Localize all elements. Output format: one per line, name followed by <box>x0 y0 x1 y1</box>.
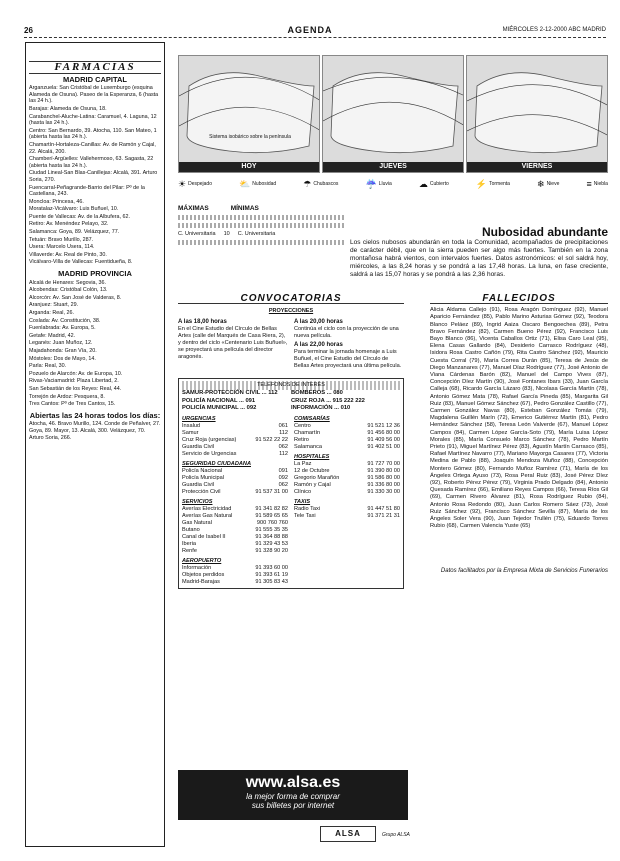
weather-maps <box>178 55 608 181</box>
fallecidos-text: Alicia Aldama Callejo (91), Rosa Aragón Domínguez (92), Manuel Aparicio Fernández (85), Pablo Marino Asturias Gómez (92), Teodora Blanco Peláez (89), Ingrid Aaiza Oscaro Bengoechea (89), Petra Bravo Fernández (82), Carmen Bueno Pérez (92), Francisco Luis Bayo Blanco (86), Vicenta Caballos Ortiz (71), Elisa Caro Leal (95), Elena Casas Gallardo (84), Desiderio Carrasco Rodríguez (48), Isidora Rosa Castro Cañón (79), Rita Castro Sánchez (92), Mauricio Cuesta Corral (79), María Correa Durán (85), Teresa de Jesús de Diego Manzanares (77), Manuel Díaz Rodríguez (77), José Antonio de Viana Cárdenas Barón (82), Manuel del Campo Vives (87), Concepción Díez Martín (90), José Fontanes Ibars (33), Juan García Calleja (68), Ricardo García Lázaro (83), Nicolasa García Martín (78), Antonio Gómez Mata (78), Rafael García Pineda (85), Margarita Gil Ruiz (83), Manuel Gómez Sánchez (67), Pedro González Castillo (77), Carmen González Navas (80), Esteban González Tomás (79), Magdalena Guillén Marín (72), Emerico Gutiérrez Martín (81), Pedro Hernández Sánchez (58), Teresa León Valverde (67), Manuel López Campos (84), Carmen López García-Soto (79), María Luisa López Morales (85), María Consuelo Marco Sánchez (78), Pedro Martín Prieto (91), Miguel Martínez Pérez (83), Agustín Martín Carrasco (85), Rafael Martínez Navarro (77), Mariano Mayorga Casares (77), Victoria Medina de Pablo (88), Joaquín Mendoza Muñoz (88), Concepción Montero Gómez (80), Fernando Muñoz Ramírez (71), María de los Ángeles Ortega Ayuso (73), Rosa Peral Ruiz (83), José Pérez Díez (92), Roberto Pérez Pérez (79), Virginia Prado Delgado (84), Antonio Quesada Ramírez (66), Emiliano Reyes Campos (66), Teresa Ríos Gil (69), Carmen Rivero Álvarez (81), Rosa Rodríguez Rubio (84), Antonio Rosa Redondo (80), Juan Carlos Romero Sáez (73), José Ruiz Sánchez (92), Francisco Sánchez Sevilla (87), María de los Ángeles Soler Vera (90), Juan Tejedor Trullén (75), Eduardo Torres Rubio (68), Carmen Valencia Yuste (65) <box>430 307 608 530</box>
phone-number[interactable]: 91 390 80 00 <box>367 467 400 474</box>
phone-line <box>294 437 400 444</box>
phone-line <box>182 437 288 444</box>
phone-label: Protección Civil <box>182 488 221 495</box>
abiertas-text: Atocha, 46. Bravo Murillo, 124. Conde de Peñalver, 27. Goya, 89. Mayor, 13. Alcalá, 300. Velázquez, 70. Arturo Soria, 266. <box>29 421 161 441</box>
alsa-logo: ALSA <box>320 826 376 842</box>
phone-label: 12 de Octubre <box>294 467 330 474</box>
map-jueves-graphic <box>323 56 464 164</box>
phone-line <box>294 468 400 475</box>
convocatorias-title: CONVOCATORIAS <box>178 295 404 304</box>
phone-category-title: TAXIS <box>294 498 311 505</box>
phone-number[interactable]: 91 364 88 88 <box>255 533 288 540</box>
farmacia-entry: Chamartín-Hortaleza-Canillas: Av. de Ramón y Cajal, 22. Alcalá, 200. <box>29 141 156 155</box>
phone-line <box>182 506 288 513</box>
phone-label: Salamanca <box>294 443 322 450</box>
legend-label: Despejado <box>188 181 212 187</box>
phone-label: Clínico <box>294 488 312 495</box>
farmacia-entry: Carabanchel-Aluche-Latina: Caramuel, 4. Laguna, 12 (hasta las 24 h.). <box>29 113 157 127</box>
phone-label: Policía Nacional <box>182 467 223 474</box>
farmacia-entry: Leganés: Juan Muñoz, 12. <box>29 340 93 347</box>
weather-symbol-icon: ⚡ <box>475 178 488 189</box>
phone-label: Iberia <box>182 540 196 547</box>
legend-item <box>586 179 607 189</box>
phone-number[interactable]: 91 393 61 19 <box>255 571 288 578</box>
temp-row-label-2: C. Universitaria <box>237 231 276 237</box>
temp-row-label-1: C. Universitaria <box>178 231 216 237</box>
emergencias-right <box>291 390 400 413</box>
phone-number[interactable]: 91 305 83 43 <box>255 578 288 585</box>
emergency-line: INFORMACIÓN ... 010 <box>291 405 351 411</box>
farmacias-column <box>25 42 165 847</box>
proyeccion-right-time-2: A las 22,00 horas <box>294 342 343 348</box>
phone-number[interactable]: 900 760 760 <box>256 519 288 526</box>
emergency-line: POLICÍA NACIONAL ... 091 <box>182 397 256 404</box>
phone-label: Tele Taxi <box>294 512 316 519</box>
phone-line <box>182 579 288 586</box>
phone-line <box>182 489 288 496</box>
phone-label: Madrid-Barajas <box>182 578 220 585</box>
phone-label: Butano <box>182 526 200 533</box>
weather-map-jueves <box>322 55 464 173</box>
phone-line <box>182 513 288 520</box>
phone-line <box>294 475 400 482</box>
legend-label: Tormenta <box>489 181 510 187</box>
farmacia-entry: Tres Cantos: Pº de Tres Cantos, 15. <box>29 401 116 408</box>
farmacia-entry: Centro: San Bernardo, 39. Atocha, 110. San Mateo, 1 (abierta hasta las 24 h.). <box>29 127 157 141</box>
phone-line <box>182 565 288 572</box>
farmacia-entry: Chamberí-Argüelles: Vallehermoso, 63. Sagasta, 22 (abierta hasta las 24 h.). <box>29 156 154 169</box>
proyeccion-left-time: A las 18,00 horas <box>178 319 227 325</box>
day-label-hoy: HOY <box>179 162 319 172</box>
phone-line <box>182 527 288 534</box>
phone-category-title: AEROPUERTO <box>182 557 222 564</box>
legend-label: Cubierto <box>429 181 449 187</box>
telefonos-left <box>182 413 288 586</box>
phone-label: Cruz Roja (urgencias) <box>182 436 237 443</box>
abiertas-title: Abiertas las 24 horas todos los días: <box>29 410 161 420</box>
phone-label: La Paz <box>294 460 312 467</box>
farmacia-entry: Getafe: Madrid, 42. <box>29 332 76 339</box>
weather-symbol-icon: ☀ <box>178 178 187 189</box>
phone-line <box>182 541 288 548</box>
phone-number[interactable]: 91 447 51 80 <box>367 505 400 512</box>
phone-line <box>182 534 288 541</box>
issue-date: MIÉRCOLES 2-12-2000 ABC MADRID <box>502 27 606 33</box>
phone-label: Chamartín <box>294 429 321 436</box>
phone-line <box>182 430 288 437</box>
phone-label: Guardia Civil <box>182 443 215 450</box>
farmacia-entry: Móstoles: Dos de Mayo, 14. <box>29 355 96 362</box>
temps-bar-2 <box>178 223 346 228</box>
weather-legend <box>178 177 608 191</box>
section-title: AGENDA <box>287 25 333 35</box>
weather-symbol-icon: ≡ <box>586 179 592 189</box>
phone-label: Policía Municipal <box>182 474 224 481</box>
temps-bar-1 <box>178 215 346 220</box>
phone-line <box>294 506 400 513</box>
legend-item <box>476 179 510 190</box>
phone-line <box>294 444 400 451</box>
phone-number[interactable]: 91 456 80 00 <box>367 429 400 436</box>
phone-line <box>182 423 288 430</box>
phone-category-title: HOSPITALES <box>294 453 330 460</box>
weather-map-hoy <box>178 55 320 173</box>
farmacia-entry: Aranjuez: Stuart, 29. <box>29 302 79 309</box>
farmacia-entry: Villaverde: Av. Real de Pinto, 30. <box>29 251 107 258</box>
map-note: Sistema isobárico sobre la península <box>209 134 291 140</box>
phone-number[interactable]: 91 555 35 35 <box>255 526 288 533</box>
phone-label: Gregorio Marañón <box>294 474 340 481</box>
fallecidos-title: FALLECIDOS <box>430 295 608 304</box>
phone-number[interactable]: 061 <box>278 422 288 429</box>
phone-label: Renfe <box>182 547 197 554</box>
weather-symbol-icon: ❄ <box>537 178 545 189</box>
farmacia-entry: Puente de Vallecas: Av. de la Albufera, 62. <box>29 213 130 220</box>
phone-label: Radio Taxi <box>294 505 321 512</box>
weather-symbol-icon: ⛅ <box>239 178 251 189</box>
farmacia-entry: Vicálvaro-Villa de Vallecas: Fuentidueña, 8. <box>29 259 133 266</box>
emergencias-left <box>182 390 291 413</box>
phone-line <box>294 482 400 489</box>
proyeccion-right-time-1: A las 20,00 horas <box>294 319 343 325</box>
weather-symbol-icon: ☔ <box>365 178 377 189</box>
legend-label: Nieve <box>546 181 560 187</box>
phone-label: Averías Gas Natural <box>182 512 233 519</box>
legend-item <box>537 179 559 190</box>
convocatorias <box>178 295 404 613</box>
fallecidos-signature: Datos facilitados por la Empresa Mixta de Servicios Funerarios <box>440 567 608 574</box>
farmacia-entry: Alcalá de Henares: Segovia, 36. <box>29 279 107 286</box>
phone-number[interactable]: 91 586 80 00 <box>367 474 400 481</box>
weather-map-viernes <box>466 55 608 173</box>
farmacias-title: FARMACIAS <box>29 61 161 74</box>
header-rule <box>24 37 606 38</box>
phone-label: Guardia Civil <box>182 481 215 488</box>
phone-line <box>182 444 288 451</box>
phone-line <box>182 548 288 555</box>
emergency-line: BOMBEROS ... 080 <box>291 390 343 396</box>
phone-number[interactable]: 112 <box>279 450 288 457</box>
phone-line <box>182 572 288 579</box>
proyeccion-right-text-1: Continúa el ciclo con la proyección de una nueva película. <box>294 326 399 339</box>
farmacia-entry: Pozuelo de Alarcón: Av. de Europa, 10. <box>29 370 123 377</box>
farmacia-entry: Ciudad Lineal-San Blas-Canillejas: Alcalá, 391. Arturo Soria, 270. <box>29 170 158 183</box>
phone-line <box>294 513 400 520</box>
emergency-line: SAMUR-PROTECCIÓN CIVIL ... 112 <box>182 390 278 396</box>
proyecciones-title: PROYECCIONES <box>268 308 314 314</box>
phone-category-title: SEGURIDAD CIUDADANA <box>182 460 251 467</box>
max-label: MÁXIMAS <box>178 205 209 212</box>
phone-category-title: COMISARÍAS <box>294 415 330 422</box>
legend-item <box>303 179 338 190</box>
farmacia-entry: Salamanca: Goya, 89. Velázquez, 77. <box>29 229 120 236</box>
telefonos-box <box>178 378 404 589</box>
min-label: MÍNIMAS <box>230 205 259 212</box>
phone-category-title: SERVICIOS <box>182 498 213 505</box>
fallecidos <box>430 295 608 575</box>
day-label-viernes: VIERNES <box>467 162 607 172</box>
phone-line <box>182 451 288 458</box>
weather-symbol-icon: ☂ <box>303 178 312 189</box>
phone-number[interactable]: 091 <box>278 467 288 474</box>
phone-number[interactable]: 062 <box>278 443 288 450</box>
farmacia-entry: Fuenlabrada: Av. Europa, 5. <box>29 325 96 332</box>
proyeccion-left <box>178 317 288 370</box>
telefonos-title: TELÉFONOS DE INTERÉS <box>182 381 400 390</box>
phone-label: Objetos perdidos <box>182 571 225 578</box>
phone-number[interactable]: 91 393 60 00 <box>255 564 288 571</box>
farmacia-entry: Fuencarral-Peñagrande-Barrio del Pilar: Pº de la Castellana, 243. <box>29 184 145 198</box>
phone-line <box>294 430 400 437</box>
temp-max-value: 10 <box>223 231 230 237</box>
phone-number[interactable]: 91 589 65 65 <box>255 512 288 519</box>
legend-item <box>239 179 276 190</box>
phone-number[interactable]: 092 <box>278 474 288 481</box>
legend-item <box>419 179 449 190</box>
map-viernes-graphic <box>467 56 608 164</box>
phone-number[interactable]: 91 521 12 36 <box>367 422 400 429</box>
weather-symbol-icon: ☁ <box>418 178 428 189</box>
farmacia-entry: Alcorcón: Av. San José de Valderas, 8. <box>29 294 122 301</box>
telefonos-right <box>294 413 400 586</box>
forecast-text: Los cielos nubosos abundarán en toda la Comunidad, acompañados de precipitaciones de carácter débil, que en la sierra pueden ser algo más fuertes. También en la zona montañosa habrá vientos, con intervalos fuertes. Datos astronómicos: el sol saldrá hoy, miércoles, a las 8,24 horas y se pondrá a las 17,48 horas. La luna, en fase creciente, saldrá a las 15,07 horas y se pondrá a las 2,36 horas. <box>350 239 608 278</box>
phone-number[interactable]: 91 371 21 31 <box>367 512 400 519</box>
farmacia-entry: Barajas: Alameda de Osuna, 18. <box>29 105 107 112</box>
alsa-advert[interactable] <box>178 770 408 820</box>
farmacia-entry: Alcobendas: Cristóbal Colón, 13. <box>29 287 108 294</box>
legend-label: Nubosidad <box>252 181 277 187</box>
phone-number[interactable]: 91 328 90 20 <box>255 547 288 554</box>
phone-line <box>294 489 400 496</box>
alsa-tagline-2: sus billetes por internet <box>251 801 335 810</box>
farmacia-entry: Torrejón de Ardoz: Pesquera, 8. <box>29 393 105 400</box>
proyeccion-left-text: En el Cine Estudio del Círculo de Bellas Artes (calle del Marqués de Casa Riera, 2), y dentro del ciclo «Centenario Luis Buñuel», se proyectará una película del director aragonés. <box>178 326 288 360</box>
phone-label: Averías Electricidad <box>182 505 232 512</box>
madrid-capital-title: MADRID CAPITAL <box>62 74 128 84</box>
alsa-logo-sub: Grupo ALSA <box>382 832 410 838</box>
alsa-url[interactable]: www.alsa.es <box>245 774 341 791</box>
phone-line <box>182 520 288 527</box>
phone-category-title: URGENCIAS <box>182 415 216 422</box>
phone-label: Centro <box>294 422 311 429</box>
phone-number[interactable]: 91 402 51 00 <box>367 443 400 450</box>
forecast-title: Nubosidad abundante <box>482 225 608 239</box>
page-number: 26 <box>24 26 33 35</box>
farmacia-entry: Moratalaz-Vicálvaro: Luis Buñuel, 10. <box>29 206 119 213</box>
day-label-jueves: JUEVES <box>323 162 463 172</box>
legend-item <box>178 179 212 190</box>
map-hoy-graphic <box>179 56 320 164</box>
legend-label: Lluvia <box>378 181 392 187</box>
temperatures-table <box>178 205 346 248</box>
phone-label: Servicio de Urgencias <box>182 450 237 457</box>
phone-number[interactable]: 91 522 22 22 <box>255 436 288 443</box>
forecast <box>350 225 608 279</box>
farmacia-entry: Arganzuela: San Cristóbal de Luxemburgo (esquina Alameda de Osuna). Paseo de la Esperanza, 6 (hasta las 24 h.). <box>29 85 159 105</box>
legend-label: Niebla <box>593 181 608 187</box>
farmacia-entry: San Sebastián de los Reyes: Real, 44. <box>29 385 122 392</box>
legend-item <box>365 179 391 190</box>
farmacia-entry: Rivas-Vaciamadrid: Plaza Libertad, 2. <box>29 378 119 385</box>
phone-number[interactable]: 91 727 70 00 <box>367 460 400 467</box>
phone-label: Canal de Isabel II <box>182 533 226 540</box>
farmacia-entry: Majadahonda: Gran Vía, 20. <box>29 347 97 354</box>
farmacia-entry: Arganda: Real, 26. <box>29 310 74 316</box>
phone-number[interactable]: 112 <box>279 429 288 436</box>
capital-list <box>29 85 161 266</box>
farmacia-entry: Parla: Real, 30. <box>29 363 67 370</box>
phone-number[interactable]: 91 341 82 82 <box>255 505 288 512</box>
farmacia-entry: Coslada: Av. Constitución, 38. <box>29 317 101 324</box>
farmacia-entry: Retiro: Av. Menéndez Pelayo, 32. <box>29 221 109 228</box>
phone-label: Información <box>182 564 212 571</box>
farmacia-entry: Tetuán: Bravo Murillo, 287. <box>29 236 94 243</box>
emergency-line: POLICÍA MUNICIPAL ... 092 <box>182 405 257 411</box>
phone-number[interactable]: 91 329 43 53 <box>255 540 288 547</box>
phone-label: Samur <box>182 429 199 436</box>
phone-number[interactable]: 91 330 30 00 <box>367 488 400 495</box>
phone-label: Gas Natural <box>182 519 212 526</box>
phone-label: Insalud <box>182 422 201 429</box>
farmacia-entry: Moncloa: Princesa, 46. <box>29 198 84 205</box>
proyeccion-right-text-2: Para terminar la jornada homenaje a Luis Buñuel, el Cine Estudio del Círculo de Bellas Artes proyectará una última película. <box>294 349 402 369</box>
phone-number[interactable]: 91 336 80 00 <box>367 481 400 488</box>
phone-label: Retiro <box>294 436 309 443</box>
emergency-line: CRUZ ROJA ... 915 222 222 <box>291 397 365 404</box>
legend-label: Chubascos <box>313 181 339 187</box>
phone-line <box>182 475 288 482</box>
phone-line <box>294 461 400 468</box>
phone-label: Ramón y Cajal <box>294 481 331 488</box>
phone-line <box>182 482 288 489</box>
phone-line <box>294 423 400 430</box>
provincia-list <box>29 280 161 408</box>
page-header <box>0 0 620 35</box>
proyeccion-right <box>294 317 404 370</box>
phone-number[interactable]: 062 <box>278 481 288 488</box>
temps-bar-3 <box>178 240 346 245</box>
madrid-provincia-title: MADRID PROVINCIA <box>58 269 132 279</box>
phone-number[interactable]: 91 537 31 00 <box>255 488 288 495</box>
phone-line <box>182 468 288 475</box>
phone-number[interactable]: 91 409 56 00 <box>367 436 400 443</box>
farmacia-entry: Usera: Marcelo Usera, 114. <box>29 244 95 251</box>
alsa-tagline-1: la mejor forma de comprar <box>246 792 340 801</box>
